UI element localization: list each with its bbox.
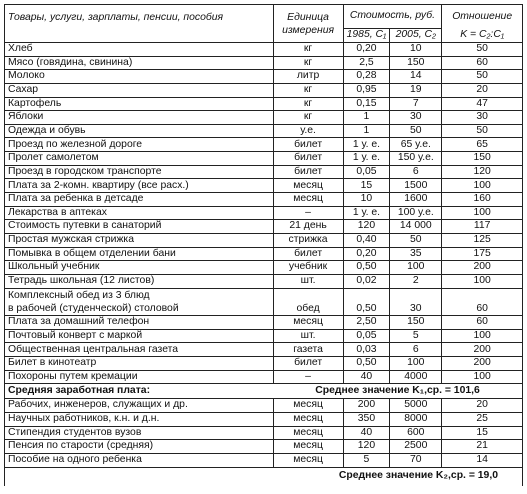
table-row — [5, 453, 523, 467]
row-unit: билет — [273, 247, 343, 261]
row-name: Картофель — [5, 97, 274, 111]
table-row — [5, 70, 523, 84]
row-k: 20 — [442, 399, 523, 413]
row-name: Пролет самолетом — [5, 152, 274, 166]
row-unit: кг — [273, 56, 343, 70]
row-c2: 5 — [390, 329, 442, 343]
row-c2: 14 000 — [390, 220, 442, 234]
row-c1: 0,95 — [343, 83, 390, 97]
row-name: Сахар — [5, 83, 274, 97]
row-name: Простая мужская стрижка — [5, 233, 274, 247]
row-name: Молоко — [5, 70, 274, 84]
table-row — [5, 343, 523, 357]
row-c1: 15 — [343, 179, 390, 193]
table-row — [5, 288, 523, 316]
row-c1: 0,15 — [343, 97, 390, 111]
row-name: Общественная центральная газета — [5, 343, 274, 357]
row-k: 100 — [442, 179, 523, 193]
row-unit: кг — [273, 111, 343, 125]
row-c1: 0,20 — [343, 43, 390, 57]
row-k: 60 — [442, 56, 523, 70]
header-1985: 1985, C₁ — [343, 29, 390, 43]
row-c2: 4000 — [390, 370, 442, 384]
row-k: 65 — [442, 138, 523, 152]
table-row — [5, 111, 523, 125]
row-name: Помывка в общем отделении бани — [5, 247, 274, 261]
row-c1: 1 у. е. — [343, 206, 390, 220]
row-c2: 6 — [390, 343, 442, 357]
row-name: Яблоки — [5, 111, 274, 125]
row-name: Тетрадь школьная (12 листов) — [5, 274, 274, 288]
row-k: 47 — [442, 97, 523, 111]
table-row — [5, 179, 523, 193]
row-c1: 0,05 — [343, 329, 390, 343]
row-unit: билет — [273, 138, 343, 152]
row-unit: билет — [273, 357, 343, 371]
row-unit: у.е. — [273, 124, 343, 138]
row-k: 21 — [442, 440, 523, 454]
row-name — [5, 288, 274, 316]
table-row — [5, 193, 523, 207]
row-c2: 2500 — [390, 440, 442, 454]
row-name: Хлеб — [5, 43, 274, 57]
goods-rows — [5, 43, 523, 486]
row-c2: 70 — [390, 453, 442, 467]
row-c1: 1 — [343, 111, 390, 125]
row-unit: месяц — [273, 426, 343, 440]
row-unit: кг — [273, 83, 343, 97]
row-k: 60 — [442, 316, 523, 330]
average-k2: Среднее значение K₂,ср. = 19,0 — [5, 467, 523, 486]
row-name-line2: в рабочей (студенческой) столовой — [8, 302, 179, 314]
row-c1: 0,05 — [343, 165, 390, 179]
row-name: Стипендия студентов вузов — [5, 426, 274, 440]
row-k: 100 — [442, 274, 523, 288]
average-row-1 — [5, 384, 523, 399]
row-unit: месяц — [273, 440, 343, 454]
row-name: Лекарства в аптеках — [5, 206, 274, 220]
row-c1: 0,20 — [343, 247, 390, 261]
row-unit: кг — [273, 43, 343, 57]
row-name: Научных работников, к.н. и д.н. — [5, 413, 274, 427]
row-c1: 0,50 — [343, 261, 390, 275]
table-row — [5, 357, 523, 371]
table-row — [5, 43, 523, 57]
table-row — [5, 152, 523, 166]
row-c2: 7 — [390, 97, 442, 111]
row-k: 60 — [442, 288, 523, 316]
table-row — [5, 124, 523, 138]
row-k: 20 — [442, 83, 523, 97]
row-k: 100 — [442, 206, 523, 220]
row-c1: 200 — [343, 399, 390, 413]
table-row — [5, 138, 523, 152]
row-k: 117 — [442, 220, 523, 234]
row-name: Пособие на одного ребенка — [5, 453, 274, 467]
row-k: 160 — [442, 193, 523, 207]
table-row — [5, 233, 523, 247]
row-c2: 100 — [390, 261, 442, 275]
row-name: Билет в кинотеатр — [5, 357, 274, 371]
row-k: 200 — [442, 261, 523, 275]
row-name: Почтовый конверт с маркой — [5, 329, 274, 343]
row-k: 100 — [442, 370, 523, 384]
row-name: Школьный учебник — [5, 261, 274, 275]
row-name: Проезд в городском транспорте — [5, 165, 274, 179]
row-c1: 0,50 — [343, 357, 390, 371]
row-c2: 6 — [390, 165, 442, 179]
row-unit: газета — [273, 343, 343, 357]
table-row — [5, 440, 523, 454]
row-c2: 8000 — [390, 413, 442, 427]
row-k: 120 — [442, 165, 523, 179]
row-c2: 19 — [390, 83, 442, 97]
row-k: 200 — [442, 343, 523, 357]
row-unit: стрижка — [273, 233, 343, 247]
row-k: 25 — [442, 413, 523, 427]
row-c2: 30 — [390, 111, 442, 125]
table-row — [5, 220, 523, 234]
row-unit: – — [273, 370, 343, 384]
row-c1: 40 — [343, 370, 390, 384]
header-ratio: Отношение — [442, 5, 523, 29]
header-cost: Стоимость, руб. — [343, 5, 442, 29]
row-unit: шт. — [273, 329, 343, 343]
table-row — [5, 56, 523, 70]
row-c1: 5 — [343, 453, 390, 467]
row-unit: обед — [273, 288, 343, 316]
table-row — [5, 165, 523, 179]
table-row — [5, 329, 523, 343]
row-c1: 10 — [343, 193, 390, 207]
salary-heading: Средняя заработная плата: — [5, 384, 274, 399]
row-unit: месяц — [273, 316, 343, 330]
row-c2: 35 — [390, 247, 442, 261]
row-c2: 100 у.е. — [390, 206, 442, 220]
row-name: Пенсия по старости (средняя) — [5, 440, 274, 454]
row-c2: 150 — [390, 56, 442, 70]
table-row — [5, 413, 523, 427]
row-c2: 150 — [390, 316, 442, 330]
row-c1: 0,02 — [343, 274, 390, 288]
row-name: Проезд по железной дороге — [5, 138, 274, 152]
row-name: Плата за ребенка в детсаде — [5, 193, 274, 207]
average-k1: Среднее значение K₁,ср. = 101,6 — [273, 384, 522, 399]
row-k: 15 — [442, 426, 523, 440]
row-c2: 30 — [390, 288, 442, 316]
row-unit: месяц — [273, 179, 343, 193]
row-unit: билет — [273, 152, 343, 166]
row-unit: месяц — [273, 413, 343, 427]
row-c2: 150 у.е. — [390, 152, 442, 166]
row-unit: – — [273, 206, 343, 220]
row-unit: кг — [273, 97, 343, 111]
row-c2: 50 — [390, 124, 442, 138]
row-c1: 120 — [343, 440, 390, 454]
average-row-2 — [5, 467, 523, 486]
header-unit: Единица измерения — [273, 5, 343, 43]
table-row — [5, 206, 523, 220]
row-c1: 1 — [343, 124, 390, 138]
row-c2: 65 у.е. — [390, 138, 442, 152]
table-row — [5, 399, 523, 413]
row-c1: 2,50 — [343, 316, 390, 330]
row-c2: 14 — [390, 70, 442, 84]
row-unit: билет — [273, 165, 343, 179]
row-c2: 1600 — [390, 193, 442, 207]
table-row — [5, 316, 523, 330]
row-k: 200 — [442, 357, 523, 371]
table-row — [5, 370, 523, 384]
row-k: 150 — [442, 152, 523, 166]
row-c2: 600 — [390, 426, 442, 440]
table-row — [5, 97, 523, 111]
row-c1: 40 — [343, 426, 390, 440]
row-unit: месяц — [273, 399, 343, 413]
row-name: Одежда и обувь — [5, 124, 274, 138]
header-goods: Товары, услуги, зарплаты, пенсии, пособия — [5, 5, 274, 43]
row-unit: 21 день — [273, 220, 343, 234]
row-c2: 2 — [390, 274, 442, 288]
row-name: Плата за 2-комн. квартиру (все расх.) — [5, 179, 274, 193]
row-unit: месяц — [273, 193, 343, 207]
row-c1: 2,5 — [343, 56, 390, 70]
row-unit: месяц — [273, 453, 343, 467]
table-row — [5, 247, 523, 261]
row-k: 50 — [442, 43, 523, 57]
row-name: Похороны путем кремации — [5, 370, 274, 384]
row-c1: 0,40 — [343, 233, 390, 247]
row-c1: 350 — [343, 413, 390, 427]
row-c1: 0,50 — [343, 288, 390, 316]
row-c2: 1500 — [390, 179, 442, 193]
row-c1: 120 — [343, 220, 390, 234]
row-name: Плата за домашний телефон — [5, 316, 274, 330]
row-k: 100 — [442, 329, 523, 343]
row-c1: 1 у. е. — [343, 138, 390, 152]
row-c2: 100 — [390, 357, 442, 371]
row-c1: 0,03 — [343, 343, 390, 357]
row-name: Стоимость путевки в санаторий — [5, 220, 274, 234]
row-k: 14 — [442, 453, 523, 467]
table-row — [5, 426, 523, 440]
row-name: Рабочих, инженеров, служащих и др. — [5, 399, 274, 413]
row-name-line1: Комплексный обед из 3 блюд — [8, 289, 150, 301]
table-row — [5, 83, 523, 97]
row-unit: учебник — [273, 261, 343, 275]
price-comparison-table — [4, 4, 523, 486]
row-unit: шт. — [273, 274, 343, 288]
row-k: 50 — [442, 124, 523, 138]
table-row — [5, 274, 523, 288]
row-k: 30 — [442, 111, 523, 125]
row-k: 175 — [442, 247, 523, 261]
row-c2: 10 — [390, 43, 442, 57]
row-name: Мясо (говядина, свинина) — [5, 56, 274, 70]
header-ratio-formula: K = C₂:C₁ — [442, 29, 523, 43]
row-c2: 50 — [390, 233, 442, 247]
table-row — [5, 261, 523, 275]
row-c1: 0,28 — [343, 70, 390, 84]
row-c1: 1 у. е. — [343, 152, 390, 166]
row-c2: 5000 — [390, 399, 442, 413]
row-unit: литр — [273, 70, 343, 84]
row-k: 125 — [442, 233, 523, 247]
header-2005: 2005, C₂ — [390, 29, 442, 43]
row-k: 50 — [442, 70, 523, 84]
